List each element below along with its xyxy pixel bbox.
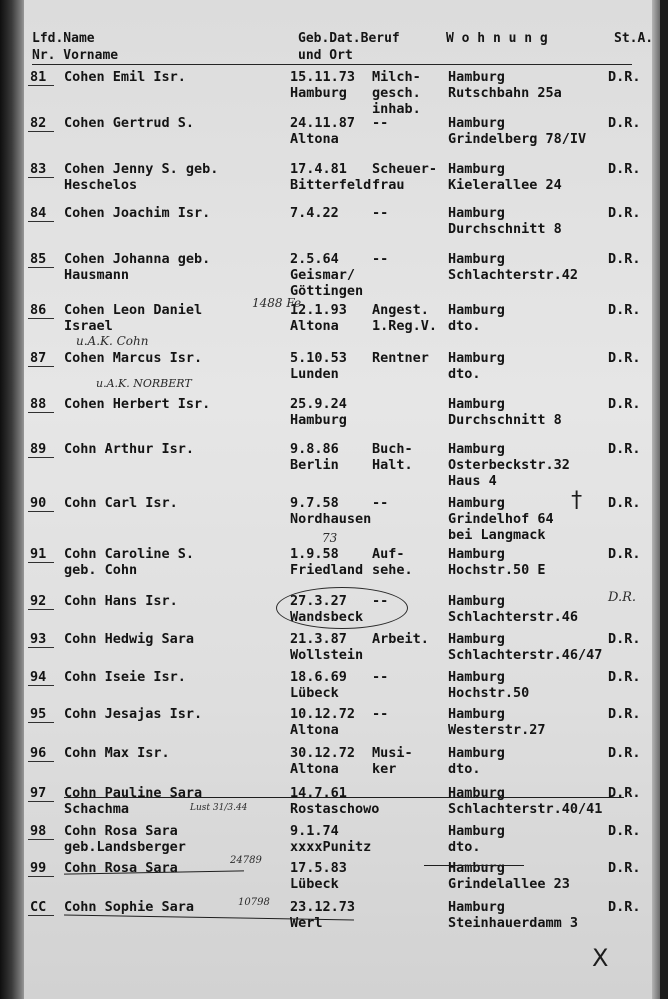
entry-citizenship: D.R. xyxy=(608,631,641,647)
entry-occupation-line2: Halt. xyxy=(372,457,413,473)
entry-address: Schlachterstr.46/47 xyxy=(448,647,603,663)
entry-number: 82 xyxy=(30,115,47,131)
entry-birth-date: 9.1.74 xyxy=(290,823,339,839)
entry-name: Cohn Hedwig Sara xyxy=(64,631,195,647)
header-staatsangehoerigkeit: St.A. xyxy=(614,31,654,46)
entry-number: 91 xyxy=(30,546,47,562)
entry-occupation: Arbeit. xyxy=(372,631,429,647)
entry-occupation: -- xyxy=(372,251,389,267)
entry-birth-date: 25.9.24 xyxy=(290,396,347,412)
entry-tick-mark xyxy=(28,85,54,86)
entry-birth-place: Hamburg xyxy=(290,85,347,101)
entry-tick-mark xyxy=(28,839,54,840)
entry-name: Cohn Iseie Isr. xyxy=(64,669,186,685)
entry-birth-date: 9.7.58 xyxy=(290,495,339,511)
entry-birth-place: Altona xyxy=(290,131,339,147)
entry-occupation: Musi- xyxy=(372,745,413,761)
entry-city: Hamburg xyxy=(448,899,505,915)
entry-tick-mark xyxy=(28,562,54,563)
entry-name: Cohen Gertrud S. xyxy=(64,115,195,131)
entry-birth-place: Bitterfeld xyxy=(290,177,372,193)
entry-address: Durchschnitt 8 xyxy=(448,221,562,237)
entry-city: Hamburg xyxy=(448,823,505,839)
entry-birth-place: Friedland xyxy=(290,562,364,578)
entry-occupation: -- xyxy=(372,669,389,685)
entry-birth-place: Lunden xyxy=(290,366,339,382)
entry-occupation: -- xyxy=(372,115,389,131)
entry-name: Cohn Sophie Sara xyxy=(64,899,195,915)
entry-name: Cohn Max Isr. xyxy=(64,745,170,761)
handwritten-note-73: 73 xyxy=(322,531,338,545)
entry-address: Schlachterstr.42 xyxy=(448,267,579,283)
entry-citizenship: D.R. xyxy=(608,115,641,131)
entry-number: 99 xyxy=(30,860,47,876)
register-entry xyxy=(24,899,660,943)
entry-address: Durchschnitt 8 xyxy=(448,412,562,428)
entry-address: Westerstr.27 xyxy=(448,722,546,738)
entry-city: Hamburg xyxy=(448,161,505,177)
entry-address: dto. xyxy=(448,839,481,855)
entry-birth-date: 10.12.72 xyxy=(290,706,356,722)
entry-occupation: -- xyxy=(372,706,389,722)
entry-city: Hamburg xyxy=(448,396,505,412)
entry-city: Hamburg xyxy=(448,860,505,876)
entry-occupation-line3: inhab. xyxy=(372,101,421,117)
entry-city: Hamburg xyxy=(448,441,505,457)
handwritten-record-number-cc: 10798 xyxy=(238,897,270,908)
entry-birth-date: 17.4.81 xyxy=(290,161,347,177)
entry-citizenship: D.R. xyxy=(608,396,641,412)
entry-citizenship: D.R. xyxy=(608,860,641,876)
entry-birth-place: Werl xyxy=(290,915,323,931)
entry-birth-date: 15.11.73 xyxy=(290,69,356,85)
entry-number: CC xyxy=(30,899,47,915)
entry-number: 92 xyxy=(30,593,47,609)
entry-occupation-line2: gesch. xyxy=(372,85,421,101)
entry-occupation-line2: 1.Reg.V. xyxy=(372,318,438,334)
entry-birth-place: Altona xyxy=(290,722,339,738)
entry-address: Hochstr.50 E xyxy=(448,562,546,578)
entry-birth-date: 2.5.64 xyxy=(290,251,339,267)
entry-city: Hamburg xyxy=(448,669,505,685)
entry-occupation-line2: frau xyxy=(372,177,405,193)
entry-occupation: Milch- xyxy=(372,69,421,85)
entry-address-line2: bei Langmack xyxy=(448,527,546,543)
entry-tick-mark xyxy=(28,761,54,762)
entry-birth-place-line2: Göttingen xyxy=(290,283,364,299)
entry-address: dto. xyxy=(448,761,481,777)
entry-tick-mark xyxy=(28,915,54,916)
entry-number: 86 xyxy=(30,302,47,318)
header-wohnung: W o h n u n g xyxy=(446,31,548,46)
entry-citizenship: D.R. xyxy=(608,745,641,761)
entry-address: Grindelallee 23 xyxy=(448,876,570,892)
entry-birth-place: Hamburg xyxy=(290,412,347,428)
entry-citizenship: D.R. xyxy=(608,69,641,85)
entry-name: Cohen Leon Daniel xyxy=(64,302,203,318)
entry-number: 96 xyxy=(30,745,47,761)
entry-number: 90 xyxy=(30,495,47,511)
entry-city: Hamburg xyxy=(448,706,505,722)
entry-birth-place: Berlin xyxy=(290,457,339,473)
entry-tick-mark xyxy=(28,609,54,610)
register-entry xyxy=(24,396,660,440)
header-lfd: Lfd.Name xyxy=(32,31,95,46)
entry-name-line2: Schachma xyxy=(64,801,130,817)
entry-name: Cohen Marcus Isr. xyxy=(64,350,203,366)
entry-city: Hamburg xyxy=(448,785,505,801)
register-entry xyxy=(24,495,660,543)
underline-row-97 xyxy=(64,797,624,798)
entry-birth-date: 9.8.86 xyxy=(290,441,339,457)
entry-tick-mark xyxy=(28,131,54,132)
entry-birth-date: 30.12.72 xyxy=(290,745,356,761)
entry-name: Cohn Rosa Sara xyxy=(64,823,178,839)
register-entry xyxy=(24,205,660,249)
entry-address: dto. xyxy=(448,366,481,382)
entry-citizenship: D.R. xyxy=(608,205,641,221)
register-entry xyxy=(24,745,660,789)
entry-tick-mark xyxy=(28,221,54,222)
entry-birth-place: Lübeck xyxy=(290,685,339,701)
header-geb-beruf: Geb.Dat.Beruf xyxy=(298,31,400,46)
entry-tick-mark xyxy=(28,511,54,512)
handwritten-sta-92: D.R. xyxy=(608,590,637,605)
entry-citizenship: D.R. xyxy=(608,302,641,318)
entry-birth-place: Wandsbeck xyxy=(290,609,364,625)
entry-birth-place: Lübeck xyxy=(290,876,339,892)
entry-name: Cohen Jenny S. geb. xyxy=(64,161,219,177)
strikeout-address-99 xyxy=(424,865,524,866)
entry-citizenship: D.R. xyxy=(608,251,641,267)
entry-number: 98 xyxy=(30,823,47,839)
entry-address-line2: Haus 4 xyxy=(448,473,497,489)
entry-address: Hochstr.50 xyxy=(448,685,530,701)
entry-citizenship: D.R. xyxy=(608,161,641,177)
entry-tick-mark xyxy=(28,412,54,413)
entry-tick-mark xyxy=(28,366,54,367)
entry-occupation-line2: sehe. xyxy=(372,562,413,578)
entry-address: Rutschbahn 25a xyxy=(448,85,562,101)
register-entry xyxy=(24,706,660,750)
entry-city: Hamburg xyxy=(448,745,505,761)
entry-number: 83 xyxy=(30,161,47,177)
entry-citizenship: D.R. xyxy=(608,350,641,366)
entry-address: Grindelhof 64 xyxy=(448,511,554,527)
entry-birth-place: Altona xyxy=(290,761,339,777)
entry-birth-date: 7.4.22 xyxy=(290,205,339,221)
entry-tick-mark xyxy=(28,647,54,648)
entry-city: Hamburg xyxy=(448,593,505,609)
register-entry xyxy=(24,441,660,489)
entry-citizenship: D.R. xyxy=(608,495,641,511)
entry-occupation: Buch- xyxy=(372,441,413,457)
entry-city: Hamburg xyxy=(448,115,505,131)
entry-occupation: -- xyxy=(372,495,389,511)
entry-tick-mark xyxy=(28,457,54,458)
handwritten-note-norbert: u.A.K. NORBERT xyxy=(96,377,192,390)
entry-address: Osterbeckstr.32 xyxy=(448,457,570,473)
entry-name: Cohn Carl Isr. xyxy=(64,495,178,511)
entry-birth-place: Rostaschowo xyxy=(290,801,380,817)
entry-name-line2: Heschelos xyxy=(64,177,138,193)
deceased-cross-mark: † xyxy=(570,488,584,513)
entry-birth-date: 27.3.27 xyxy=(290,593,347,609)
register-page xyxy=(24,0,660,999)
entry-birth-place: Altona xyxy=(290,318,339,334)
header-und-ort: und Ort xyxy=(298,48,353,63)
entry-citizenship: D.R. xyxy=(608,669,641,685)
entry-name-line2: Hausmann xyxy=(64,267,130,283)
entry-birth-date: 23.12.73 xyxy=(290,899,356,915)
register-entry xyxy=(24,161,660,205)
entry-number: 95 xyxy=(30,706,47,722)
entry-city: Hamburg xyxy=(448,205,505,221)
bottom-x-mark: X xyxy=(592,944,609,972)
register-entry xyxy=(24,546,660,590)
register-entry xyxy=(24,251,660,299)
entry-number: 87 xyxy=(30,350,47,366)
entry-occupation: Angest. xyxy=(372,302,429,318)
entry-name: Cohn Jesajas Isr. xyxy=(64,706,203,722)
entry-address: Schlachterstr.40/41 xyxy=(448,801,603,817)
handwritten-record-number: 1488 Fe xyxy=(252,296,302,310)
entry-occupation-line2: ker xyxy=(372,761,397,777)
entry-city: Hamburg xyxy=(448,631,505,647)
entry-name: Cohn Rosa Sara xyxy=(64,860,178,876)
entry-birth-place: Wollstein xyxy=(290,647,364,663)
column-header xyxy=(32,30,654,68)
entry-number: 97 xyxy=(30,785,47,801)
entry-tick-mark xyxy=(28,267,54,268)
entry-citizenship: D.R. xyxy=(608,823,641,839)
entry-birth-date: 17.5.83 xyxy=(290,860,347,876)
entry-name: Cohen Herbert Isr. xyxy=(64,396,211,412)
entry-birth-place: xxxxPunitz xyxy=(290,839,372,855)
entry-city: Hamburg xyxy=(448,251,505,267)
header-nr-vorname: Nr. Vorname xyxy=(32,48,119,63)
entry-birth-date: 24.11.87 xyxy=(290,115,356,131)
book-spine-shadow xyxy=(0,0,26,999)
entry-birth-date: 14.7.61 xyxy=(290,785,347,801)
entry-number: 88 xyxy=(30,396,47,412)
entry-name-line2: geb. Cohn xyxy=(64,562,138,578)
entry-name: Cohn Hans Isr. xyxy=(64,593,178,609)
entry-city: Hamburg xyxy=(448,495,505,511)
entry-name-line2: Israel xyxy=(64,318,113,334)
entry-occupation: Rentner xyxy=(372,350,429,366)
entry-birth-date: 5.10.53 xyxy=(290,350,347,366)
entry-name: Cohn Caroline S. xyxy=(64,546,195,562)
entry-occupation: Auf- xyxy=(372,546,405,562)
entry-occupation: -- xyxy=(372,205,389,221)
circled-birth-entry xyxy=(276,587,408,629)
entry-city: Hamburg xyxy=(448,546,505,562)
entry-address: Schlachterstr.46 xyxy=(448,609,579,625)
header-rule xyxy=(32,64,632,65)
entry-birth-place: Nordhausen xyxy=(290,511,372,527)
entry-address: Kielerallee 24 xyxy=(448,177,562,193)
entry-tick-mark xyxy=(28,318,54,319)
entry-tick-mark xyxy=(28,685,54,686)
entry-city: Hamburg xyxy=(448,350,505,366)
entry-birth-date: 1.9.58 xyxy=(290,546,339,562)
register-entry xyxy=(24,115,660,159)
entry-number: 84 xyxy=(30,205,47,221)
entry-number: 89 xyxy=(30,441,47,457)
handwritten-note-cohn: u.A.K. Cohn xyxy=(76,334,149,348)
entry-name: Cohn Arthur Isr. xyxy=(64,441,195,457)
entry-tick-mark xyxy=(28,801,54,802)
entry-city: Hamburg xyxy=(448,69,505,85)
entry-birth-date: 21.3.87 xyxy=(290,631,347,647)
entry-birth-place: Geismar/ xyxy=(290,267,356,283)
entry-occupation: -- xyxy=(372,593,389,609)
entry-address: dto. xyxy=(448,318,481,334)
entry-number: 85 xyxy=(30,251,47,267)
entry-birth-date: 18.6.69 xyxy=(290,669,347,685)
entry-address: Steinhauerdamm 3 xyxy=(448,915,579,931)
entry-tick-mark xyxy=(28,177,54,178)
entry-number: 94 xyxy=(30,669,47,685)
handwritten-record-number-99: 24789 xyxy=(230,855,262,866)
entry-birth-date: 12.1.93 xyxy=(290,302,347,318)
entry-name-line2: geb.Landsberger xyxy=(64,839,186,855)
entry-name: Cohen Johanna geb. xyxy=(64,251,211,267)
entry-address: Grindelberg 78/IV xyxy=(448,131,587,147)
entry-occupation: Scheuer- xyxy=(372,161,438,177)
register-entry xyxy=(24,860,660,904)
entry-citizenship: D.R. xyxy=(608,706,641,722)
entry-number: 93 xyxy=(30,631,47,647)
entry-citizenship: D.R. xyxy=(608,546,641,562)
entry-city: Hamburg xyxy=(448,302,505,318)
register-entry xyxy=(24,69,660,117)
entry-number: 81 xyxy=(30,69,47,85)
entry-tick-mark xyxy=(28,722,54,723)
entry-citizenship: D.R. xyxy=(608,899,641,915)
handwritten-note-97: Lust 31/3.44 xyxy=(190,803,248,813)
entry-citizenship: D.R. xyxy=(608,441,641,457)
entry-tick-mark xyxy=(28,876,54,877)
entry-name: Cohen Emil Isr. xyxy=(64,69,186,85)
entry-citizenship: D.R. xyxy=(608,785,641,801)
entry-name: Cohen Joachim Isr. xyxy=(64,205,211,221)
entry-name: Cohn Pauline Sara xyxy=(64,785,203,801)
